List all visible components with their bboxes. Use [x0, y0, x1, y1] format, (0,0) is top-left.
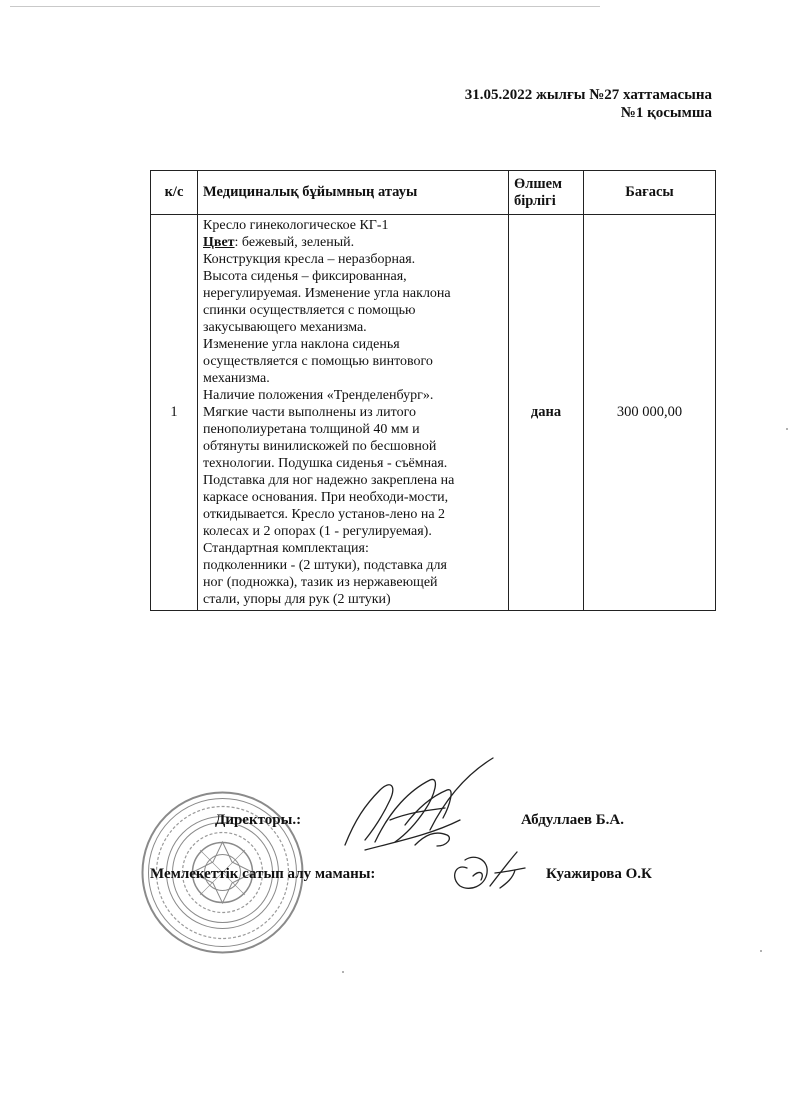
description-line: Кресло гинекологическое КГ-1 — [203, 218, 389, 233]
header-unit: Өлшем бірлігі — [509, 171, 584, 215]
table-row — [151, 215, 716, 611]
procurement-signature — [445, 848, 535, 898]
description-line: каркасе основания. При необходи-мости, — [203, 490, 449, 505]
row-number: 1 — [151, 215, 198, 611]
description-line: технологии. Подушка сиденья - съёмная. — [203, 456, 448, 471]
scan-speck — [342, 971, 344, 973]
description-line: Изменение угла наклона сиденья — [203, 337, 400, 352]
header-line-protocol: 31.05.2022 жылғы №27 хаттамасына — [464, 87, 712, 103]
unit-cell: дана — [509, 215, 584, 611]
scan-speck — [760, 950, 762, 952]
description-line: механизма. — [203, 371, 270, 386]
description-line: спинки осуществляется с помощью — [203, 303, 416, 318]
description-line: откидывается. Кресло установ-лено на 2 — [203, 507, 446, 522]
header-number: к/с — [151, 171, 198, 215]
description-line: закусывающего механизма. — [203, 320, 367, 335]
procurement-specialist-name: Куажирова О.К — [546, 866, 652, 882]
description-line: Конструкция кресла – неразборная. — [203, 252, 416, 267]
description-color-line — [203, 234, 503, 251]
description-line: Высота сиденья – фиксированная, — [203, 269, 407, 284]
description-line: осуществляется с помощью винтового — [203, 354, 433, 369]
procurement-specialist-label: Мемлекеттік сатып алу маманы: — [150, 866, 376, 882]
appendix-header — [465, 86, 712, 122]
description-line: Наличие положения «Тренделенбург». — [203, 388, 434, 403]
description-line: обтянуты винилискожей по бесшовной — [203, 439, 437, 454]
description-line: ног (подножка), тазик из нержавеющей — [203, 575, 438, 590]
description-line: Стандартная комплектация: — [203, 541, 369, 556]
description-line: нерегулируемая. Изменение угла наклона — [203, 286, 451, 301]
scan-speck — [786, 428, 788, 430]
description-line: пенополиуретана толщиной 40 мм и — [203, 422, 420, 437]
description-line: стали, упоры для рук (2 штуки) — [203, 592, 391, 607]
scan-edge-line — [10, 6, 600, 7]
header-item-name: Медициналық бұйымның атауы — [198, 171, 509, 215]
color-label: Цвет — [203, 235, 235, 250]
header-price: Бағасы — [584, 171, 716, 215]
description-line: подколенники - (2 штуки), подставка для — [203, 558, 447, 573]
price-cell: 300 000,00 — [584, 215, 716, 611]
director-name: Абдуллаев Б.А. — [521, 812, 625, 828]
color-value: : бежевый, зеленый. — [234, 235, 355, 250]
description-line: колесах и 2 опорах (1 - регулируемая). — [203, 524, 432, 539]
description-line: Подставка для ног надежно закреплена на — [203, 473, 455, 488]
header-line-appendix: №1 қосымша — [620, 105, 712, 121]
director-label: Директоры.: — [215, 812, 302, 828]
items-table — [150, 170, 716, 611]
description-line: Мягкие части выполнены из литого — [203, 405, 416, 420]
table-header-row — [151, 171, 716, 215]
item-description — [198, 215, 509, 611]
